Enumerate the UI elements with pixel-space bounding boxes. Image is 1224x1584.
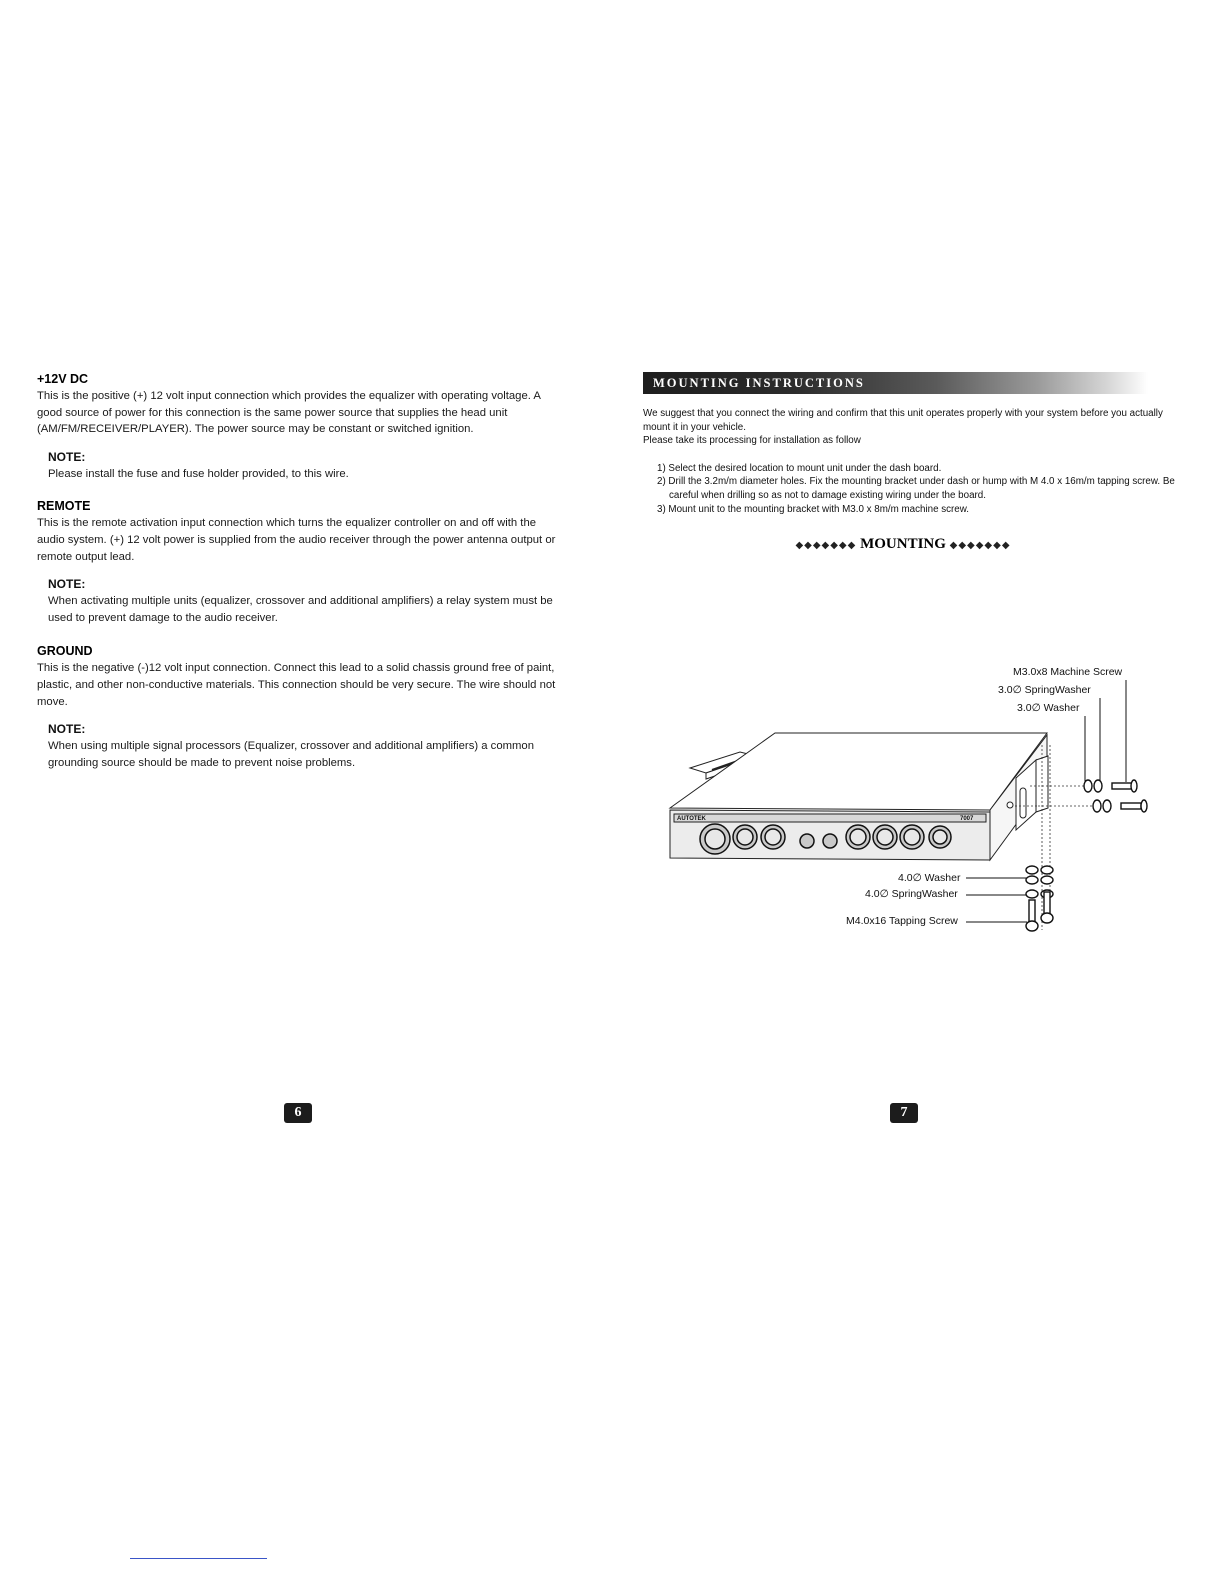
note xyxy=(48,577,565,626)
page-number-right: 7 xyxy=(890,1103,918,1123)
note xyxy=(48,722,565,771)
unit-model: 7007 xyxy=(960,816,974,822)
intro-text: We suggest that you connect the wiring and confirm that this unit operates properly with your system before you actually mount it in your vehicle. xyxy=(643,408,1163,433)
step-item: 3) Mount unit to the mounting bracket with M3.0 x 8m/m machine screw. xyxy=(657,503,970,515)
page-number-left: 6 xyxy=(284,1103,312,1123)
section-body: This is the negative (-)12 volt input connection. Connect this lead to a solid chassis ground free of paint, plastic, and other non-conductive materials. This connection should be very secure. The wire should not move. xyxy=(37,662,556,708)
section-heading: REMOTE xyxy=(37,499,91,514)
step-item: 2) Drill the 3.2m/m diameter holes. Fix the mounting bracket under dash or hump with M 4.0 x 16m/m tapping screw. Be careful when drilling so as not to damage existing wiring under the board. xyxy=(657,476,1175,501)
mounting-heading xyxy=(643,536,1163,553)
mounting-diagram xyxy=(660,660,1180,960)
washer-3-label: 3.0∅ Washer xyxy=(1017,702,1080,714)
step-item: 1) Select the desired location to mount unit under the dash board. xyxy=(657,462,942,474)
note-body: Please install the fuse and fuse holder provided, to this wire. xyxy=(48,467,349,480)
section-heading: GROUND xyxy=(37,644,93,659)
machine-screw-label: M3.0x8 Machine Screw xyxy=(1013,666,1123,678)
section-body: This is the remote activation input connection which turns the equalizer controller on and off with the audio system. (+) 12 volt power is supplied from the audio receiver through the power antenna output or remote output lead. xyxy=(37,517,556,563)
upper-hardware xyxy=(1084,780,1147,812)
diamond-ornament: ◆◆◆◆◆◆◆ xyxy=(795,540,857,552)
mounting-instructions-banner: MOUNTING INSTRUCTIONS xyxy=(643,372,1148,394)
lower-hardware xyxy=(1026,866,1053,931)
right-page xyxy=(643,372,1183,553)
mounting-title: MOUNTING xyxy=(860,536,946,553)
diamond-ornament: ◆◆◆◆◆◆◆ xyxy=(949,540,1011,552)
bottom-rule xyxy=(130,1558,267,1559)
section-remote xyxy=(37,499,565,626)
section-body: This is the positive (+) 12 volt input connection which provides the equalizer with operating voltage. A good source of power for this connection is the same power source that supplies the head unit (AM/FM/RECEIVER/PLAYER). The power source may be constant or switched ignition. xyxy=(37,390,541,436)
note-heading: NOTE: xyxy=(48,577,86,592)
spring-washer-4-label: 4.0∅ SpringWasher xyxy=(865,888,958,900)
unit-brand: AUTOTEK xyxy=(677,816,706,822)
spring-washer-3-label: 3.0∅ SpringWasher xyxy=(998,684,1091,696)
note-heading: NOTE: xyxy=(48,449,86,464)
intro-text-2: Please take its processing for installation as follow xyxy=(643,435,861,447)
left-page xyxy=(37,372,565,771)
note-body: When using multiple signal processors (Equalizer, crossover and additional amplifiers) a common grounding source should be made to prevent noise problems. xyxy=(48,740,534,769)
section-heading: +12V DC xyxy=(37,372,89,386)
washer-4-label: 4.0∅ Washer xyxy=(898,872,961,884)
step-list xyxy=(643,462,1183,516)
note-heading: NOTE: xyxy=(48,722,86,737)
note-body: When activating multiple units (equalizer, crossover and additional amplifiers) a relay system must be used to prevent damage to the audio receiver. xyxy=(48,595,553,624)
note xyxy=(48,450,565,483)
section-ground xyxy=(37,644,565,771)
section-12v-dc xyxy=(37,372,565,482)
tapping-screw-label: M4.0x16 Tapping Screw xyxy=(846,915,958,927)
